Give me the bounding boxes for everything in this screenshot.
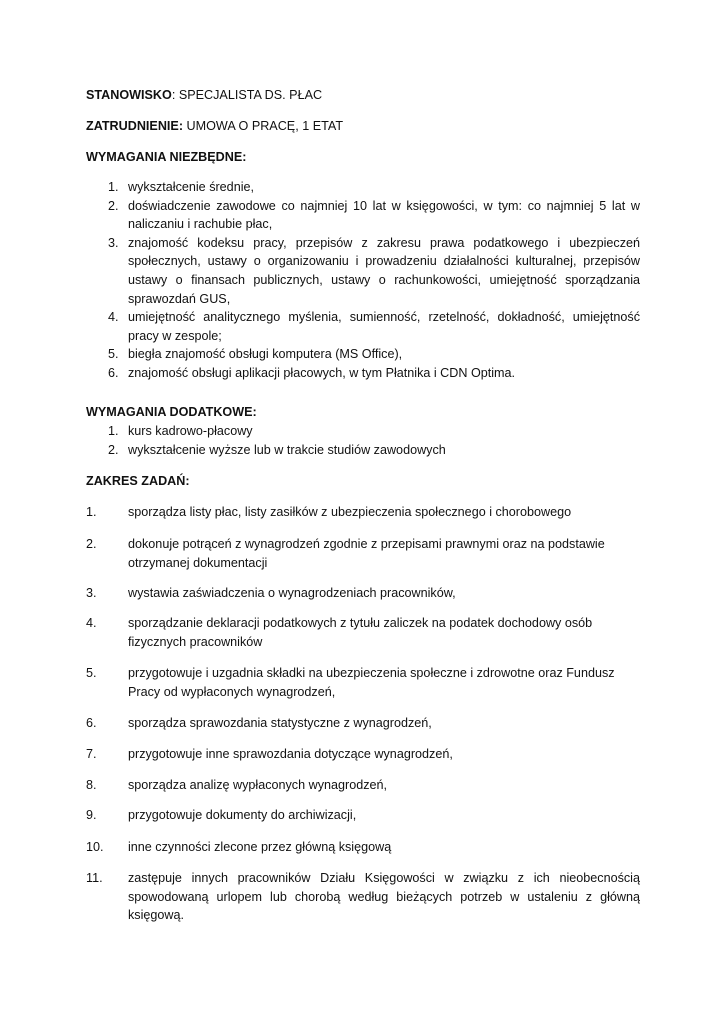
list-item: 5. biegła znajomość obsługi komputera (MS Office), bbox=[108, 347, 403, 362]
employment-line bbox=[86, 117, 343, 136]
list-item: 1. kurs kadrowo-płacowy bbox=[108, 424, 253, 438]
task-item: 3. wystawia zaświadczenia o wynagrodzeniach pracowników, bbox=[86, 586, 456, 600]
tasks-heading: ZAKRES ZADAŃ: bbox=[86, 474, 190, 488]
required-heading: WYMAGANIA NIEZBĘDNE: bbox=[86, 150, 247, 164]
task-item: 10. inne czynności zlecone przez główną księgową bbox=[86, 840, 392, 854]
list-item: 1. wykształcenie średnie, bbox=[108, 180, 254, 194]
employment-value: UMOWA O PRACĘ, 1 ETAT bbox=[183, 119, 344, 133]
task-item: 4. sporządzanie deklaracji podatkowych z tytułu zaliczek na podatek dochodowy osób fizycznych pracowników bbox=[86, 616, 593, 649]
list-item: 4. umiejętność analitycznego myślenia, sumienność, rzetelność, dokładność, umiejętność pracy w zespole; bbox=[108, 310, 640, 343]
list-item: 3. znajomość kodeksu pracy, przepisów z zakresu prawa podatkowego i ubezpieczeń społecznych, ustawy o organizowaniu i prowadzeniu działalności kulturalnej, przepisów ustawy o finansach publicznych, ustawy o rachunkowości, umiejętność sporządzania sprawozdań GUS, bbox=[108, 235, 640, 306]
task-item: 11. zastępuje innych pracowników Działu Księgowości w związku z ich nieobecnością spowodowaną urlopem lub chorobą według bieżących potrzeb w ustaleniu z główną księgową. bbox=[86, 871, 640, 923]
task-item: 9. przygotowuje dokumenty do archiwizacji, bbox=[86, 808, 357, 822]
employment-label: ZATRUDNIENIE: bbox=[86, 119, 184, 133]
task-item: 8. sporządza analizę wypłaconych wynagrodzeń, bbox=[86, 778, 388, 792]
task-item: 1. sporządza listy płac, listy zasiłków z ubezpieczenia społecznego i chorobowego bbox=[86, 505, 572, 519]
task-item: 6. sporządza sprawozdania statystyczne z wynagrodzeń, bbox=[86, 716, 432, 730]
task-item: 2. dokonuje potrąceń z wynagrodzeń zgodnie z przepisami prawnymi oraz na podstawie otrzymanej dokumentacji bbox=[86, 537, 605, 570]
additional-heading: WYMAGANIA DODATKOWE: bbox=[86, 405, 257, 419]
position-line bbox=[86, 86, 322, 105]
additional-list bbox=[86, 422, 640, 459]
position-label: STANOWISKO bbox=[86, 88, 172, 102]
list-item: 2. doświadczenie zawodowe co najmniej 10 lat w księgowości, w tym: co najmniej 5 lat w naliczaniu i rachubie płac, bbox=[108, 198, 640, 232]
list-item: 2. wykształcenie wyższe lub w trakcie studiów zawodowych bbox=[108, 442, 446, 457]
task-item: 5. przygotowuje i uzgadnia składki na ubezpieczenia społeczne i zdrowotne oraz Fundusz Pracy od wypłaconych wynagrodzeń, bbox=[86, 666, 615, 699]
task-item: 7. przygotowuje inne sprawozdania dotyczące wynagrodzeń, bbox=[86, 747, 453, 761]
list-item: 6. znajomość obsługi aplikacji płacowych, w tym Płatnika i CDN Optima. bbox=[108, 365, 516, 380]
required-list bbox=[86, 178, 640, 383]
position-value: : SPECJALISTA DS. PŁAC bbox=[171, 88, 323, 102]
